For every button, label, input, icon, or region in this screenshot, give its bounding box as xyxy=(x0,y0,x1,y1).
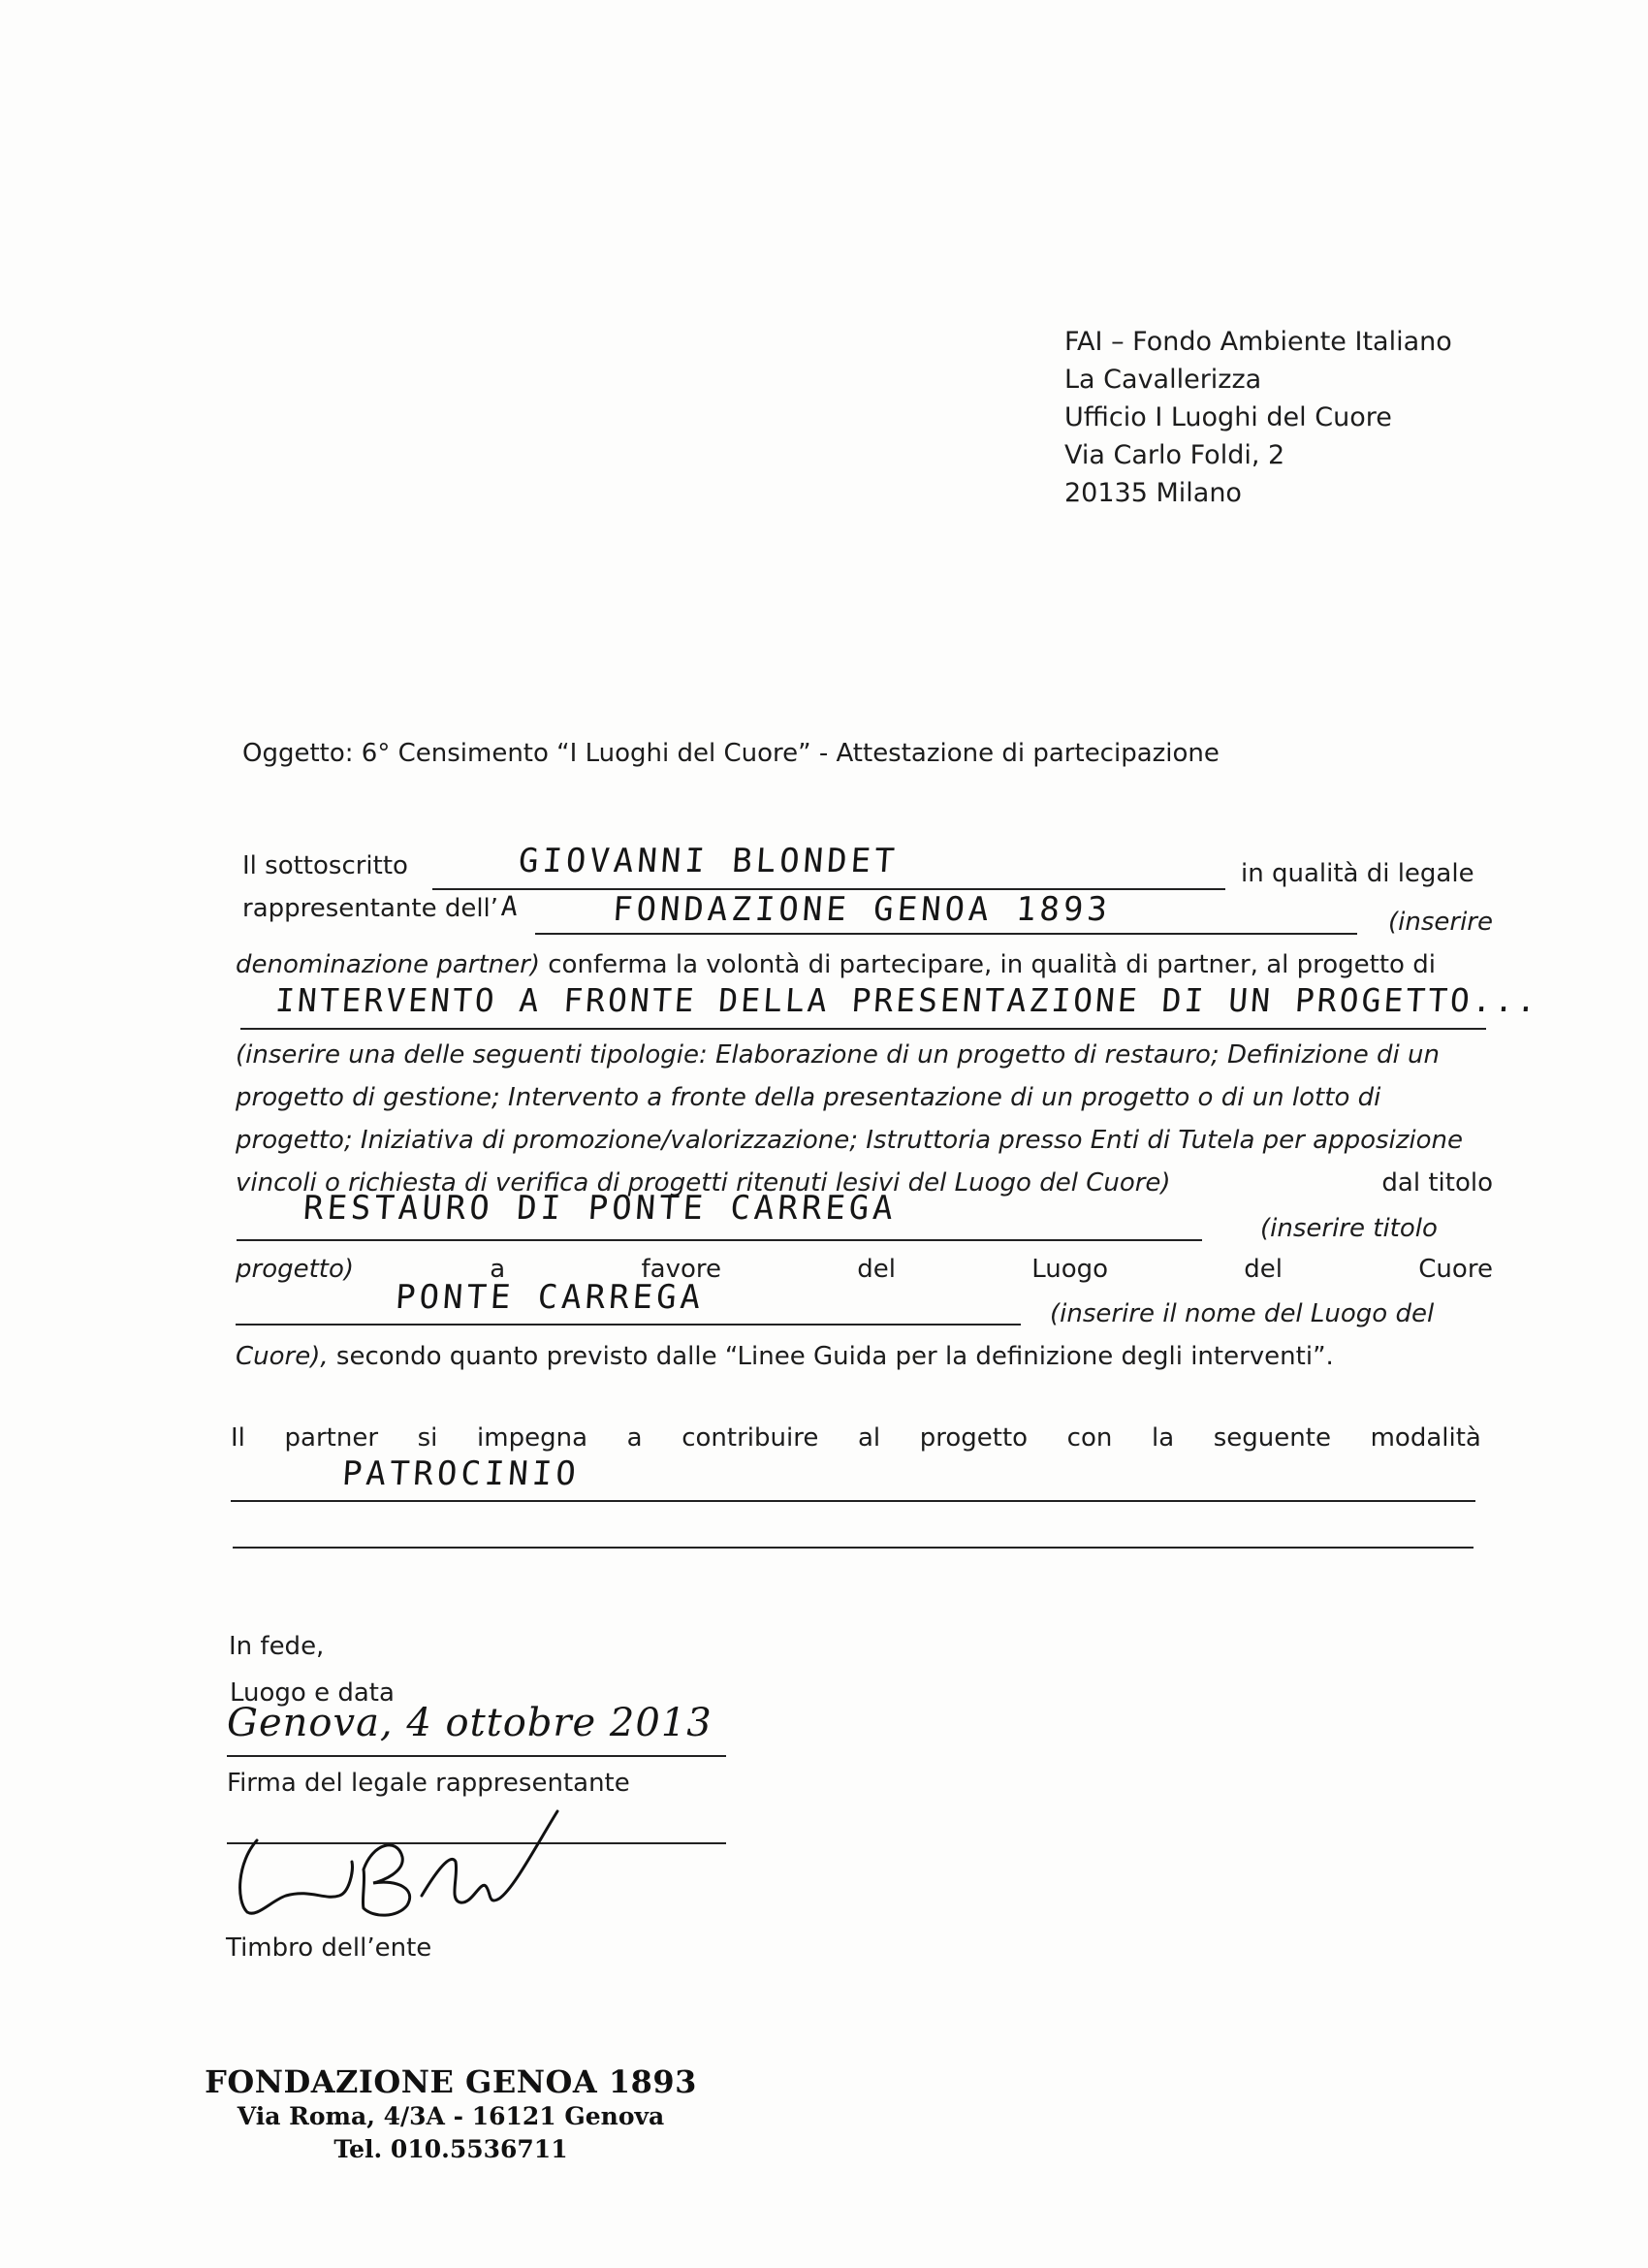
body-word: impegna xyxy=(477,1423,588,1453)
handwritten-typology: INTERVENTO A FRONTE DELLA PRESENTAZIONE DI UN PROGETTO... xyxy=(273,981,1540,1019)
subject-line: Oggetto: 6° Censimento “I Luoghi del Cuore” - Attestazione di partecipazione xyxy=(242,739,1220,768)
body-text: denominazione partner) xyxy=(236,950,540,979)
fill-line xyxy=(240,1028,1486,1030)
body-word: modalità xyxy=(1370,1423,1481,1453)
body-word: con xyxy=(1066,1423,1113,1453)
handwritten-title: RESTAURO DI PONTE CARREGA xyxy=(301,1189,899,1228)
body-word: partner xyxy=(284,1423,379,1453)
recipient-address xyxy=(1064,323,1452,512)
handwritten-partner: FONDAZIONE GENOA 1893 xyxy=(611,890,1113,929)
body-text: progetto di gestione; Intervento a fronte della presentazione di un progetto o di un lotto di xyxy=(236,1083,1381,1112)
body-text: vincoli o richiesta di verifica di progetti ritenuti lesivi del Luogo del Cuore) xyxy=(236,1168,1171,1198)
timbro-label: Timbro dell’ente xyxy=(226,1933,432,1963)
body-text: (inserire il nome del Luogo del xyxy=(1050,1299,1435,1328)
recipient-line: La Cavallerizza xyxy=(1064,365,1262,395)
handwritten-mode: PATROCINIO xyxy=(340,1454,582,1493)
fill-line xyxy=(236,1324,1021,1326)
body-text: in qualità di legale xyxy=(1241,859,1474,888)
in-fede-label: In fede, xyxy=(229,1632,325,1661)
body-word: Il xyxy=(231,1423,245,1453)
firma-label: Firma del legale rappresentante xyxy=(227,1769,630,1798)
handwritten-name: GIOVANNI BLONDET xyxy=(517,842,900,880)
body-word: contribuire xyxy=(681,1423,819,1453)
fill-line xyxy=(227,1755,726,1757)
body-word: si xyxy=(417,1423,438,1453)
body-word: progetto) xyxy=(236,1255,355,1284)
signature xyxy=(218,1804,567,1930)
body-text: dal titolo xyxy=(1381,1168,1493,1198)
body-word: Cuore xyxy=(1418,1255,1493,1284)
body-row xyxy=(231,1423,1481,1453)
recipient-line: FAI – Fondo Ambiente Italiano xyxy=(1064,327,1452,357)
body-word: la xyxy=(1151,1423,1175,1453)
body-word: Luogo xyxy=(1031,1255,1109,1284)
body-word: progetto xyxy=(919,1423,1029,1453)
stamp-address: Via Roma, 4/3A - 16121 Genova xyxy=(237,2102,665,2130)
luogo-data-label: Luogo e data xyxy=(230,1678,395,1708)
body-text: Cuore), xyxy=(236,1342,329,1371)
body-row xyxy=(236,1342,1493,1371)
body-word: a xyxy=(626,1423,643,1453)
body-text: progetto; Iniziativa di promozione/valorizzazione; Istruttoria presso Enti di Tutela per apposizione xyxy=(236,1126,1464,1155)
body-text: rappresentante dell’ xyxy=(242,894,499,923)
stamp-phone: Tel. 010.5536711 xyxy=(333,2135,568,2163)
body-word: del xyxy=(857,1255,896,1284)
handwritten-article: A xyxy=(499,890,523,922)
handwritten-place: PONTE CARREGA xyxy=(394,1278,706,1317)
body-word: a xyxy=(490,1255,506,1284)
body-text: (inserire titolo xyxy=(1260,1214,1438,1243)
fill-line xyxy=(233,1547,1474,1549)
body-word: al xyxy=(857,1423,881,1453)
body-text: conferma la volontà di partecipare, in qualità di partner, al progetto di xyxy=(548,950,1436,979)
body-text: (inserire xyxy=(1388,908,1493,937)
handwritten-date: Genova, 4 ottobre 2013 xyxy=(227,1701,713,1745)
body-row xyxy=(236,950,1493,979)
body-text xyxy=(1260,1214,1489,1243)
body-text: secondo quanto previsto dalle “Linee Guida per la definizione degli interventi”. xyxy=(335,1342,1334,1371)
body-text: Il sottoscritto xyxy=(242,851,408,880)
body-text: (inserire una delle seguenti tipologie: Elaborazione di un progetto di restauro; Definizione di un xyxy=(236,1040,1440,1070)
recipient-line: 20135 Milano xyxy=(1064,478,1242,508)
fill-line xyxy=(535,933,1357,935)
organization-stamp xyxy=(194,2063,708,2166)
fill-line xyxy=(231,1500,1475,1502)
recipient-line: Ufficio I Luoghi del Cuore xyxy=(1064,402,1392,432)
stamp-name: FONDAZIONE GENOA 1893 xyxy=(205,2063,697,2100)
body-word: del xyxy=(1244,1255,1284,1284)
recipient-line: Via Carlo Foldi, 2 xyxy=(1064,440,1285,470)
body-word: favore xyxy=(641,1255,721,1284)
fill-line xyxy=(237,1239,1202,1241)
body-word: seguente xyxy=(1213,1423,1331,1453)
